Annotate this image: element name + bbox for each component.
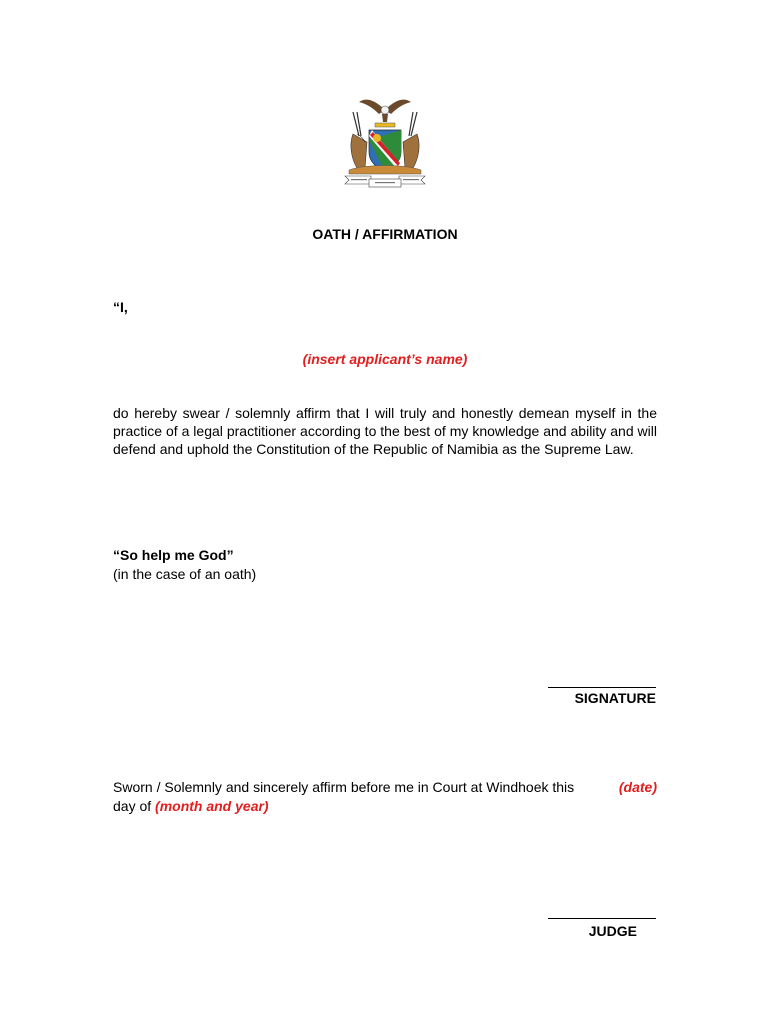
judge-label: JUDGE	[588, 923, 637, 939]
date-placeholder[interactable]: (date)	[618, 779, 657, 795]
day-of-text: day of	[113, 798, 152, 814]
oath-opening: “I,	[113, 299, 128, 315]
signature-label: SIGNATURE	[574, 690, 656, 706]
month-year-placeholder[interactable]: (month and year)	[155, 798, 269, 814]
coat-of-arms-emblem	[335, 92, 435, 192]
judge-signature-line[interactable]	[548, 918, 656, 919]
applicant-name-placeholder[interactable]: (insert applicant’s name)	[302, 351, 468, 367]
oath-body-text: do hereby swear / solemnly affirm that I will truly and honestly demean myself in the practice of a legal practitioner according to the best of my knowledge and ability and will defend and uphold the Constitution of the Republic of Namibia as the Supreme Law.	[113, 405, 657, 457]
signature-line[interactable]	[548, 687, 656, 688]
so-help-me-god: “So help me God”	[113, 547, 234, 563]
sworn-text: Sworn / Solemnly and sincerely affirm before me in Court at Windhoek this	[113, 779, 575, 795]
document-title: OATH / AFFIRMATION	[312, 226, 458, 242]
oath-note: (in the case of an oath)	[113, 566, 257, 582]
sworn-statement	[113, 778, 657, 816]
